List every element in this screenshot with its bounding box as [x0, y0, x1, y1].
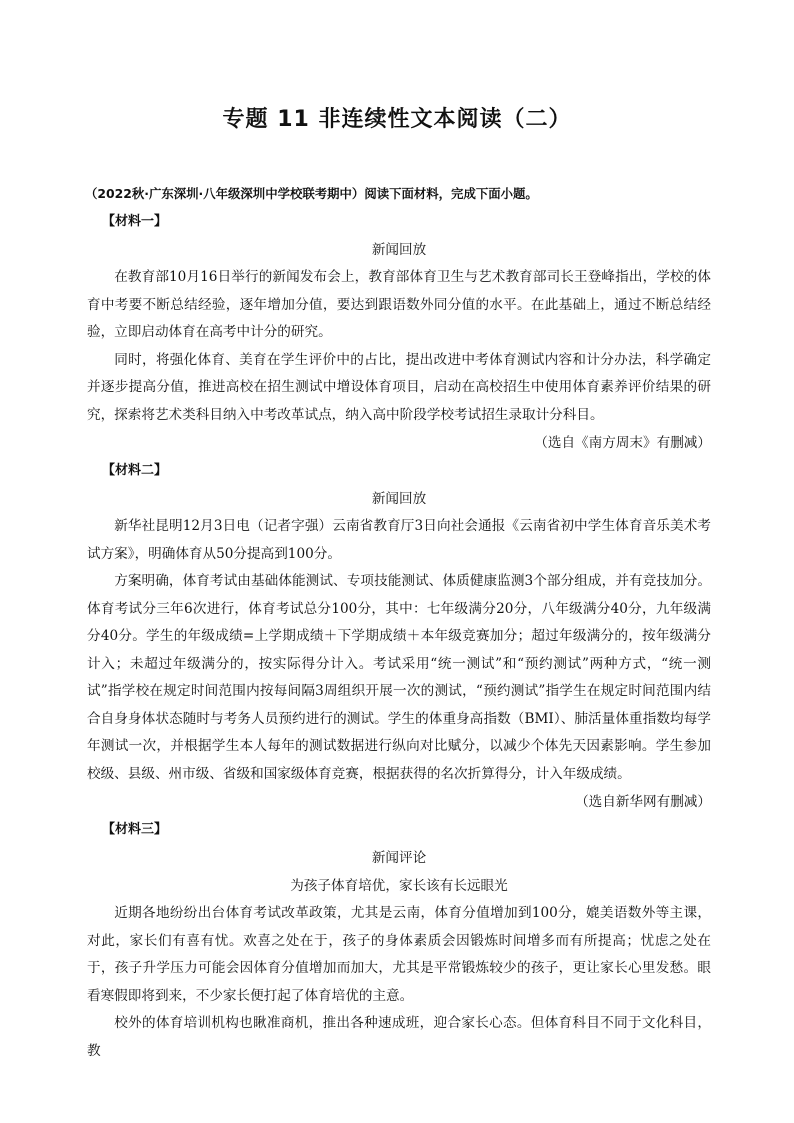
document-body	[87, 180, 711, 1065]
material1-label: 【材料一】	[102, 214, 168, 229]
material2-label: 【材料二】	[102, 463, 168, 478]
material1-paragraph: 在教育部10月16日举行的新闻发布会上，教育部体育卫生与艺术教育部司长王登峰指出，学校的体育中考要不断总结经验，逐年增加分值，要达到跟语数外同分值的水平。在此基础上，通过不断总结经验，立即启动体育在高考中计分的研究。	[87, 269, 711, 340]
material2-paragraph: 方案明确，体育考试由基础体能测试、专项技能测试、体质健康监测3个部分组成，并有竞技加分。体育考试分三年6次进行，体育考试总分100分，其中：七年级满分20分，八年级满分40分，九年级满分40分。学生的年级成绩=上学期成绩＋下学期成绩＋本年级竞赛加分；超过年级满分的，按年级满分计入；未超过年级满分的，按实际得分计入。考试采用“统一测试”和“预约测试”两种方式，“统一测试”指学校在规定时间范围内按每间隔3周组织开展一次的测试，“预约测试”指学生在规定时间范围内结合自身身体状态随时与考务人员预约进行的测试。学生的体重身高指数（BMI）、肺活量体重指数均每学年测试一次，并根据学生本人每年的测试数据进行纵向对比赋分，以减少个体先天因素影响。学生参加校级、县级、州市级、省级和国家级体育竞赛，根据获得的名次折算得分，计入年级成绩。	[87, 573, 711, 782]
material1-source: （选自《南方周末》有删减）	[534, 435, 711, 451]
question-intro: （2022秋·广东深圳·八年级深圳中学校联考期中）阅读下面材料，完成下面小题。	[85, 186, 538, 201]
material3-heading: 新闻评论	[371, 850, 427, 866]
material2-source: （选自新华网有删减）	[575, 794, 711, 810]
material3-label: 【材料三】	[102, 822, 168, 837]
material2-paragraph: 新华社昆明12月3日电（记者字强）云南省教育厅3日向社会通报《云南省初中学生体育音乐美术考试方案》，明确体育从50分提高到100分。	[87, 518, 711, 562]
material3-paragraph: 校外的体育培训机构也瞅准商机，推出各种速成班，迎合家长心态。但体育科目不同于文化科目，教	[87, 1015, 711, 1059]
material2-heading: 新闻回放	[371, 491, 427, 507]
page-title: 专题 11 非连续性文本阅读（二）	[222, 107, 572, 132]
material3-paragraph: 近期各地纷纷出台体育考试改革政策，尤其是云南，体育分值增加到100分，媲美语数外等主课，对此，家长们有喜有忧。欢喜之处在于，孩子的身体素质会因锻炼时间增多而有所提高；忧虑之处在于，孩子升学压力可能会因体育分值增加而加大，尤其是平常锻炼较少的孩子，更让家长心里发愁。眼看寒假即将到来，不少家长便打起了体育培优的主意。	[87, 905, 711, 1004]
material3-subheading: 为孩子体育培优，家长该有长远眼光	[290, 878, 508, 894]
material1-heading: 新闻回放	[371, 242, 427, 258]
material1-paragraph: 同时，将强化体育、美育在学生评价中的占比，提出改进中考体育测试内容和计分办法，科学确定并逐步提高分值，推进高校在招生测试中增设体育项目，启动在高校招生中使用体育素养评价结果的研究，探索将艺术类科目纳入中考改革试点，纳入高中阶段学校考试招生录取计分科目。	[87, 351, 711, 423]
